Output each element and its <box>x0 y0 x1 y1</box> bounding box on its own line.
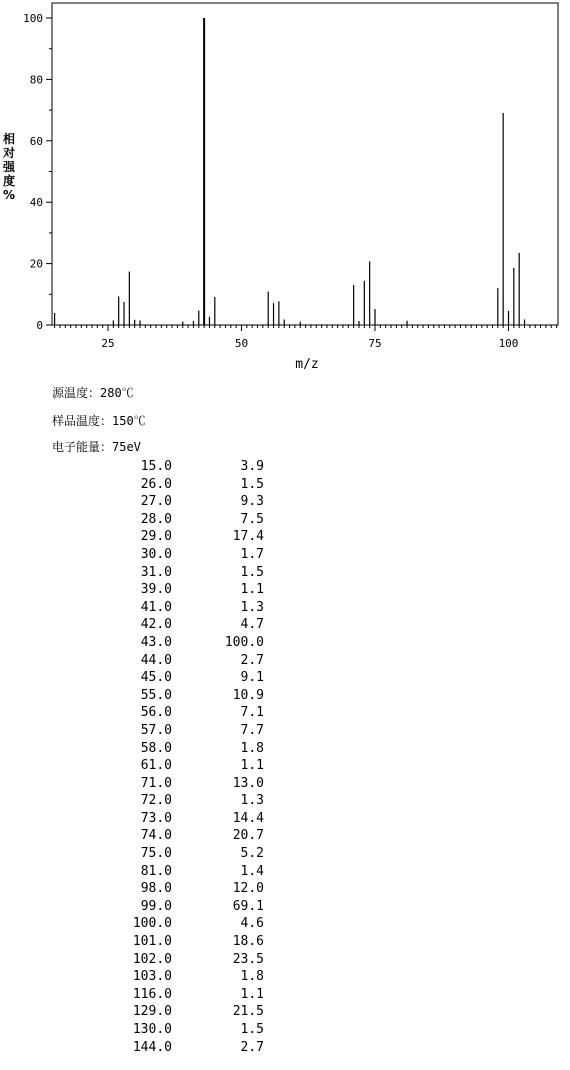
mz-value: 26.0 <box>140 476 172 492</box>
relative-abundance-value: 13.0 <box>232 775 264 791</box>
relative-abundance-value: 1.7 <box>240 546 264 562</box>
mz-value: 58.0 <box>140 740 172 756</box>
relative-abundance-value: 1.1 <box>240 582 264 598</box>
y-tick-label: 60 <box>29 134 43 148</box>
mz-value: 29.0 <box>140 529 172 545</box>
relative-abundance-value: 1.8 <box>240 740 264 756</box>
y-tick-label: 100 <box>23 12 43 25</box>
mz-value: 71.0 <box>140 775 172 791</box>
mz-value: 74.0 <box>140 828 172 844</box>
x-tick-label: 25 <box>101 337 115 350</box>
relative-abundance-value: 7.5 <box>240 511 264 527</box>
mz-value: 103.0 <box>132 969 172 985</box>
mz-value: 116.0 <box>132 986 172 1002</box>
relative-abundance-value: 2.7 <box>240 1039 264 1055</box>
relative-abundance-value: 4.6 <box>240 916 264 932</box>
source-temperature: 源温度：280℃ <box>52 386 134 400</box>
relative-abundance-value: 69.1 <box>232 898 264 914</box>
relative-abundance-value: 1.1 <box>240 758 264 774</box>
mz-value: 75.0 <box>140 846 172 862</box>
relative-abundance-value: 2.7 <box>240 652 264 668</box>
relative-abundance-value: 10.9 <box>232 687 264 703</box>
mz-value: 81.0 <box>140 863 172 879</box>
x-tick-label: 50 <box>234 337 249 350</box>
mz-value: 73.0 <box>140 810 172 826</box>
y-tick-label: 20 <box>29 257 43 271</box>
mz-value: 99.0 <box>140 898 172 914</box>
mz-value: 101.0 <box>132 934 172 950</box>
mz-value: 144.0 <box>132 1039 172 1055</box>
relative-abundance-value: 1.1 <box>240 986 264 1002</box>
relative-abundance-value: 1.8 <box>240 969 264 985</box>
relative-abundance-value: 3.9 <box>240 459 264 474</box>
relative-abundance-value: 18.6 <box>232 934 264 950</box>
mz-value: 57.0 <box>140 722 172 738</box>
relative-abundance-value: 1.3 <box>240 599 264 615</box>
x-tick-label: 75 <box>368 337 382 350</box>
mz-value: 129.0 <box>132 1004 172 1020</box>
y-tick-label: 80 <box>29 73 43 87</box>
relative-abundance-value: 1.3 <box>240 793 264 809</box>
mz-value: 45.0 <box>140 670 172 686</box>
mz-value: 100.0 <box>132 916 172 932</box>
relative-abundance-value: 12.0 <box>232 881 264 897</box>
relative-abundance-value: 9.1 <box>240 670 264 686</box>
mz-value: 31.0 <box>140 564 172 580</box>
mz-value: 98.0 <box>140 881 172 897</box>
y-axis-label-char: % <box>2 188 16 202</box>
relative-abundance-value: 1.5 <box>240 1022 264 1037</box>
relative-abundance-value: 14.4 <box>232 810 264 826</box>
mz-value: 43.0 <box>140 634 172 650</box>
mz-value: 27.0 <box>140 494 172 510</box>
relative-abundance-value: 1.4 <box>240 863 264 879</box>
relative-abundance-value: 7.1 <box>240 705 264 721</box>
electron-energy: 电子能量：75eV <box>52 440 141 454</box>
y-axis-label-char: 度 <box>2 174 15 188</box>
mz-value: 72.0 <box>140 793 172 809</box>
mz-value: 39.0 <box>140 582 172 598</box>
mz-value: 61.0 <box>140 758 172 774</box>
x-axis-label: m/z <box>295 357 319 372</box>
y-tick-label: 0 <box>36 319 43 332</box>
relative-abundance-value: 1.5 <box>240 564 264 580</box>
relative-abundance-value: 23.5 <box>232 951 264 967</box>
plot-frame <box>52 3 558 325</box>
relative-abundance-value: 9.3 <box>240 494 264 510</box>
relative-abundance-value: 5.2 <box>240 846 264 862</box>
mz-value: 28.0 <box>140 511 172 527</box>
y-axis-label-char: 强 <box>2 160 15 174</box>
y-axis-label <box>2 132 16 202</box>
mz-value: 44.0 <box>140 652 172 668</box>
mz-value: 56.0 <box>140 705 172 721</box>
relative-abundance-value: 20.7 <box>232 828 264 844</box>
mz-value: 130.0 <box>132 1022 172 1037</box>
sample-temperature: 样品温度：150℃ <box>52 414 146 428</box>
mass-spectrum-chart <box>0 0 570 380</box>
y-axis-label-char: 相 <box>2 132 15 146</box>
relative-abundance-value: 100.0 <box>224 634 264 650</box>
mz-value: 15.0 <box>140 459 172 474</box>
mz-value: 102.0 <box>132 951 172 967</box>
y-tick-label: 40 <box>29 196 43 210</box>
relative-abundance-value: 4.7 <box>240 617 264 633</box>
relative-abundance-value: 21.5 <box>232 1004 264 1020</box>
relative-abundance-value: 17.4 <box>232 529 264 545</box>
relative-abundance-value: 7.7 <box>240 722 264 738</box>
mz-value: 41.0 <box>140 599 172 615</box>
y-axis-label-char: 对 <box>2 146 15 160</box>
mz-value: 30.0 <box>140 546 172 562</box>
mz-value: 42.0 <box>140 617 172 633</box>
mz-value: 55.0 <box>140 687 172 703</box>
x-tick-label: 100 <box>498 337 519 350</box>
relative-abundance-value: 1.5 <box>240 476 264 492</box>
